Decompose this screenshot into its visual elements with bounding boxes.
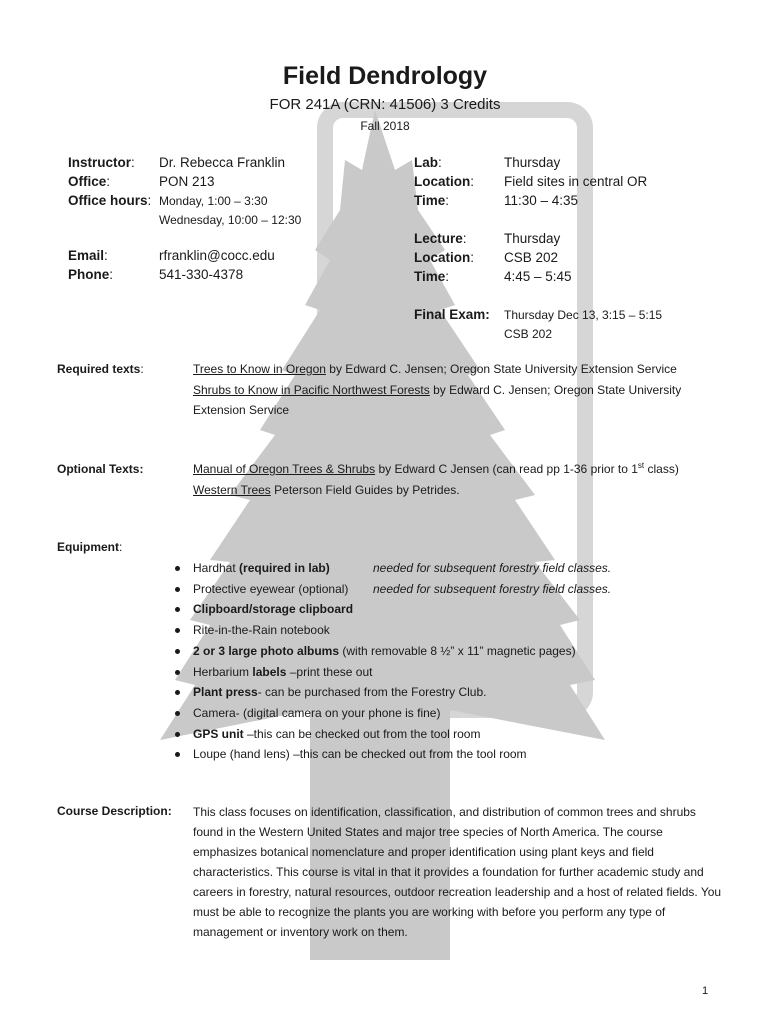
email-label: Email xyxy=(68,248,105,263)
office-hours-line: Monday, 1:00 – 3:30 xyxy=(159,194,268,208)
list-item: Plant press- can be purchased from the Forestry Club. xyxy=(175,682,576,703)
lecture-day: Thursday xyxy=(504,231,561,246)
final-exam-values xyxy=(504,306,662,344)
office-hours-line: Wednesday, 10:00 – 12:30 xyxy=(159,213,302,227)
page-number: 1 xyxy=(702,985,709,997)
lab-label: Lab xyxy=(414,155,439,170)
lab-time-label: Time xyxy=(414,193,446,208)
final-exam-time: Thursday Dec 13, 3:15 – 5:15 xyxy=(504,308,663,322)
list-item: Herbarium labels –print these out xyxy=(175,662,576,683)
equipment-label: Equipment: xyxy=(57,540,123,554)
lecture-values xyxy=(504,229,572,286)
course-description-text: This class focuses on identification, classification, and distribution of common trees and shrubs found in the Western United States and major tree species of North America. The course emphasizes botanical nomenclature and proper identification using plant keys and field characteristics. This course is vital in that it provides a foundation for further academic study and careers in forestry, natural resources, outdoor recreation leadership and a host of related fields. You must be able to recognize the plants you are working with before you perform any type of management or inventory work on them. xyxy=(193,805,722,939)
optional-texts: Manual of Oregon Trees & Shrubs by Edward C Jensen (can read pp 1-36 prior to 1st class) Western Trees Peterson Field Guides by Petrides. xyxy=(193,461,679,497)
lab-labels: Lab: Location: Time: xyxy=(414,155,475,208)
instructor-name: Dr. Rebecca Franklin xyxy=(159,155,286,170)
instructor-label: Instructor xyxy=(68,155,132,170)
instructor-labels: Instructor: Office: Office hours: xyxy=(68,155,152,208)
lecture-location: CSB 202 xyxy=(504,250,559,265)
list-item: Camera- (digital camera on your phone is fine) xyxy=(175,703,576,724)
email-value[interactable]: rfranklin@cocc.edu xyxy=(159,248,275,263)
book-title: Trees to Know in Oregon xyxy=(193,362,326,376)
contact-labels: Email: Phone: xyxy=(68,248,114,282)
lecture-location-label: Location xyxy=(414,250,471,265)
term: Fall 2018 xyxy=(360,119,410,133)
lecture-labels: Lecture: Location: Time: xyxy=(414,231,475,284)
lab-day: Thursday xyxy=(504,155,561,170)
office-hours-values xyxy=(159,192,301,230)
required-texts: Trees to Know in Oregon by Edward C. Jensen; Oregon State University Extension Service Shrubs to Know in Pacific Northwest Forests by Edward C. Jensen; Oregon State University Extension Service xyxy=(193,362,682,417)
list-item: Protective eyewear (optional) needed for subsequent forestry field classes. xyxy=(175,579,576,600)
course-description-label: Course Description: xyxy=(57,804,172,818)
instructor-values xyxy=(159,153,285,191)
lab-location: Field sites in central OR xyxy=(504,174,648,189)
list-item: GPS unit –this can be checked out from the tool room xyxy=(175,724,576,745)
office-value: PON 213 xyxy=(159,174,215,189)
required-texts-label: Required texts: xyxy=(57,362,144,376)
equipment-list xyxy=(175,558,612,765)
final-exam-label: Final Exam: xyxy=(414,307,490,322)
optional-texts-label: Optional Texts: xyxy=(57,462,144,476)
lecture-label: Lecture xyxy=(414,231,463,246)
office-label: Office xyxy=(68,174,107,189)
list-item: Rite-in-the-Rain notebook xyxy=(175,620,576,641)
lecture-time-label: Time xyxy=(414,269,446,284)
phone-value: 541-330-4378 xyxy=(159,267,244,282)
lab-time: 11:30 – 4:35 xyxy=(504,193,579,208)
lecture-time: 4:45 – 5:45 xyxy=(504,269,572,284)
office-hours-label: Office hours xyxy=(68,193,148,208)
list-item: 2 or 3 large photo albums (with removable 8 ½” x 11” magnetic pages) xyxy=(175,641,576,662)
course-line: FOR 241A (CRN: 41506) 3 Credits xyxy=(269,96,501,113)
contact-values xyxy=(159,246,275,284)
book-title: Shrubs to Know in Pacific Northwest Forests xyxy=(193,382,430,397)
lab-location-label: Location xyxy=(414,174,471,189)
book-title: Western Trees xyxy=(193,482,271,497)
final-exam-room: CSB 202 xyxy=(504,327,553,341)
phone-label: Phone xyxy=(68,267,110,282)
list-item: Loupe (hand lens) –this can be checked out from the tool room xyxy=(175,744,576,765)
list-item: Hardhat (required in lab) needed for subsequent forestry field classes. xyxy=(175,558,576,579)
page-title: Field Dendrology xyxy=(282,62,488,90)
lab-values xyxy=(504,153,647,210)
book-title: Manual of Oregon Trees & Shrubs xyxy=(193,462,376,476)
list-item: Clipboard/storage clipboard xyxy=(175,599,576,620)
